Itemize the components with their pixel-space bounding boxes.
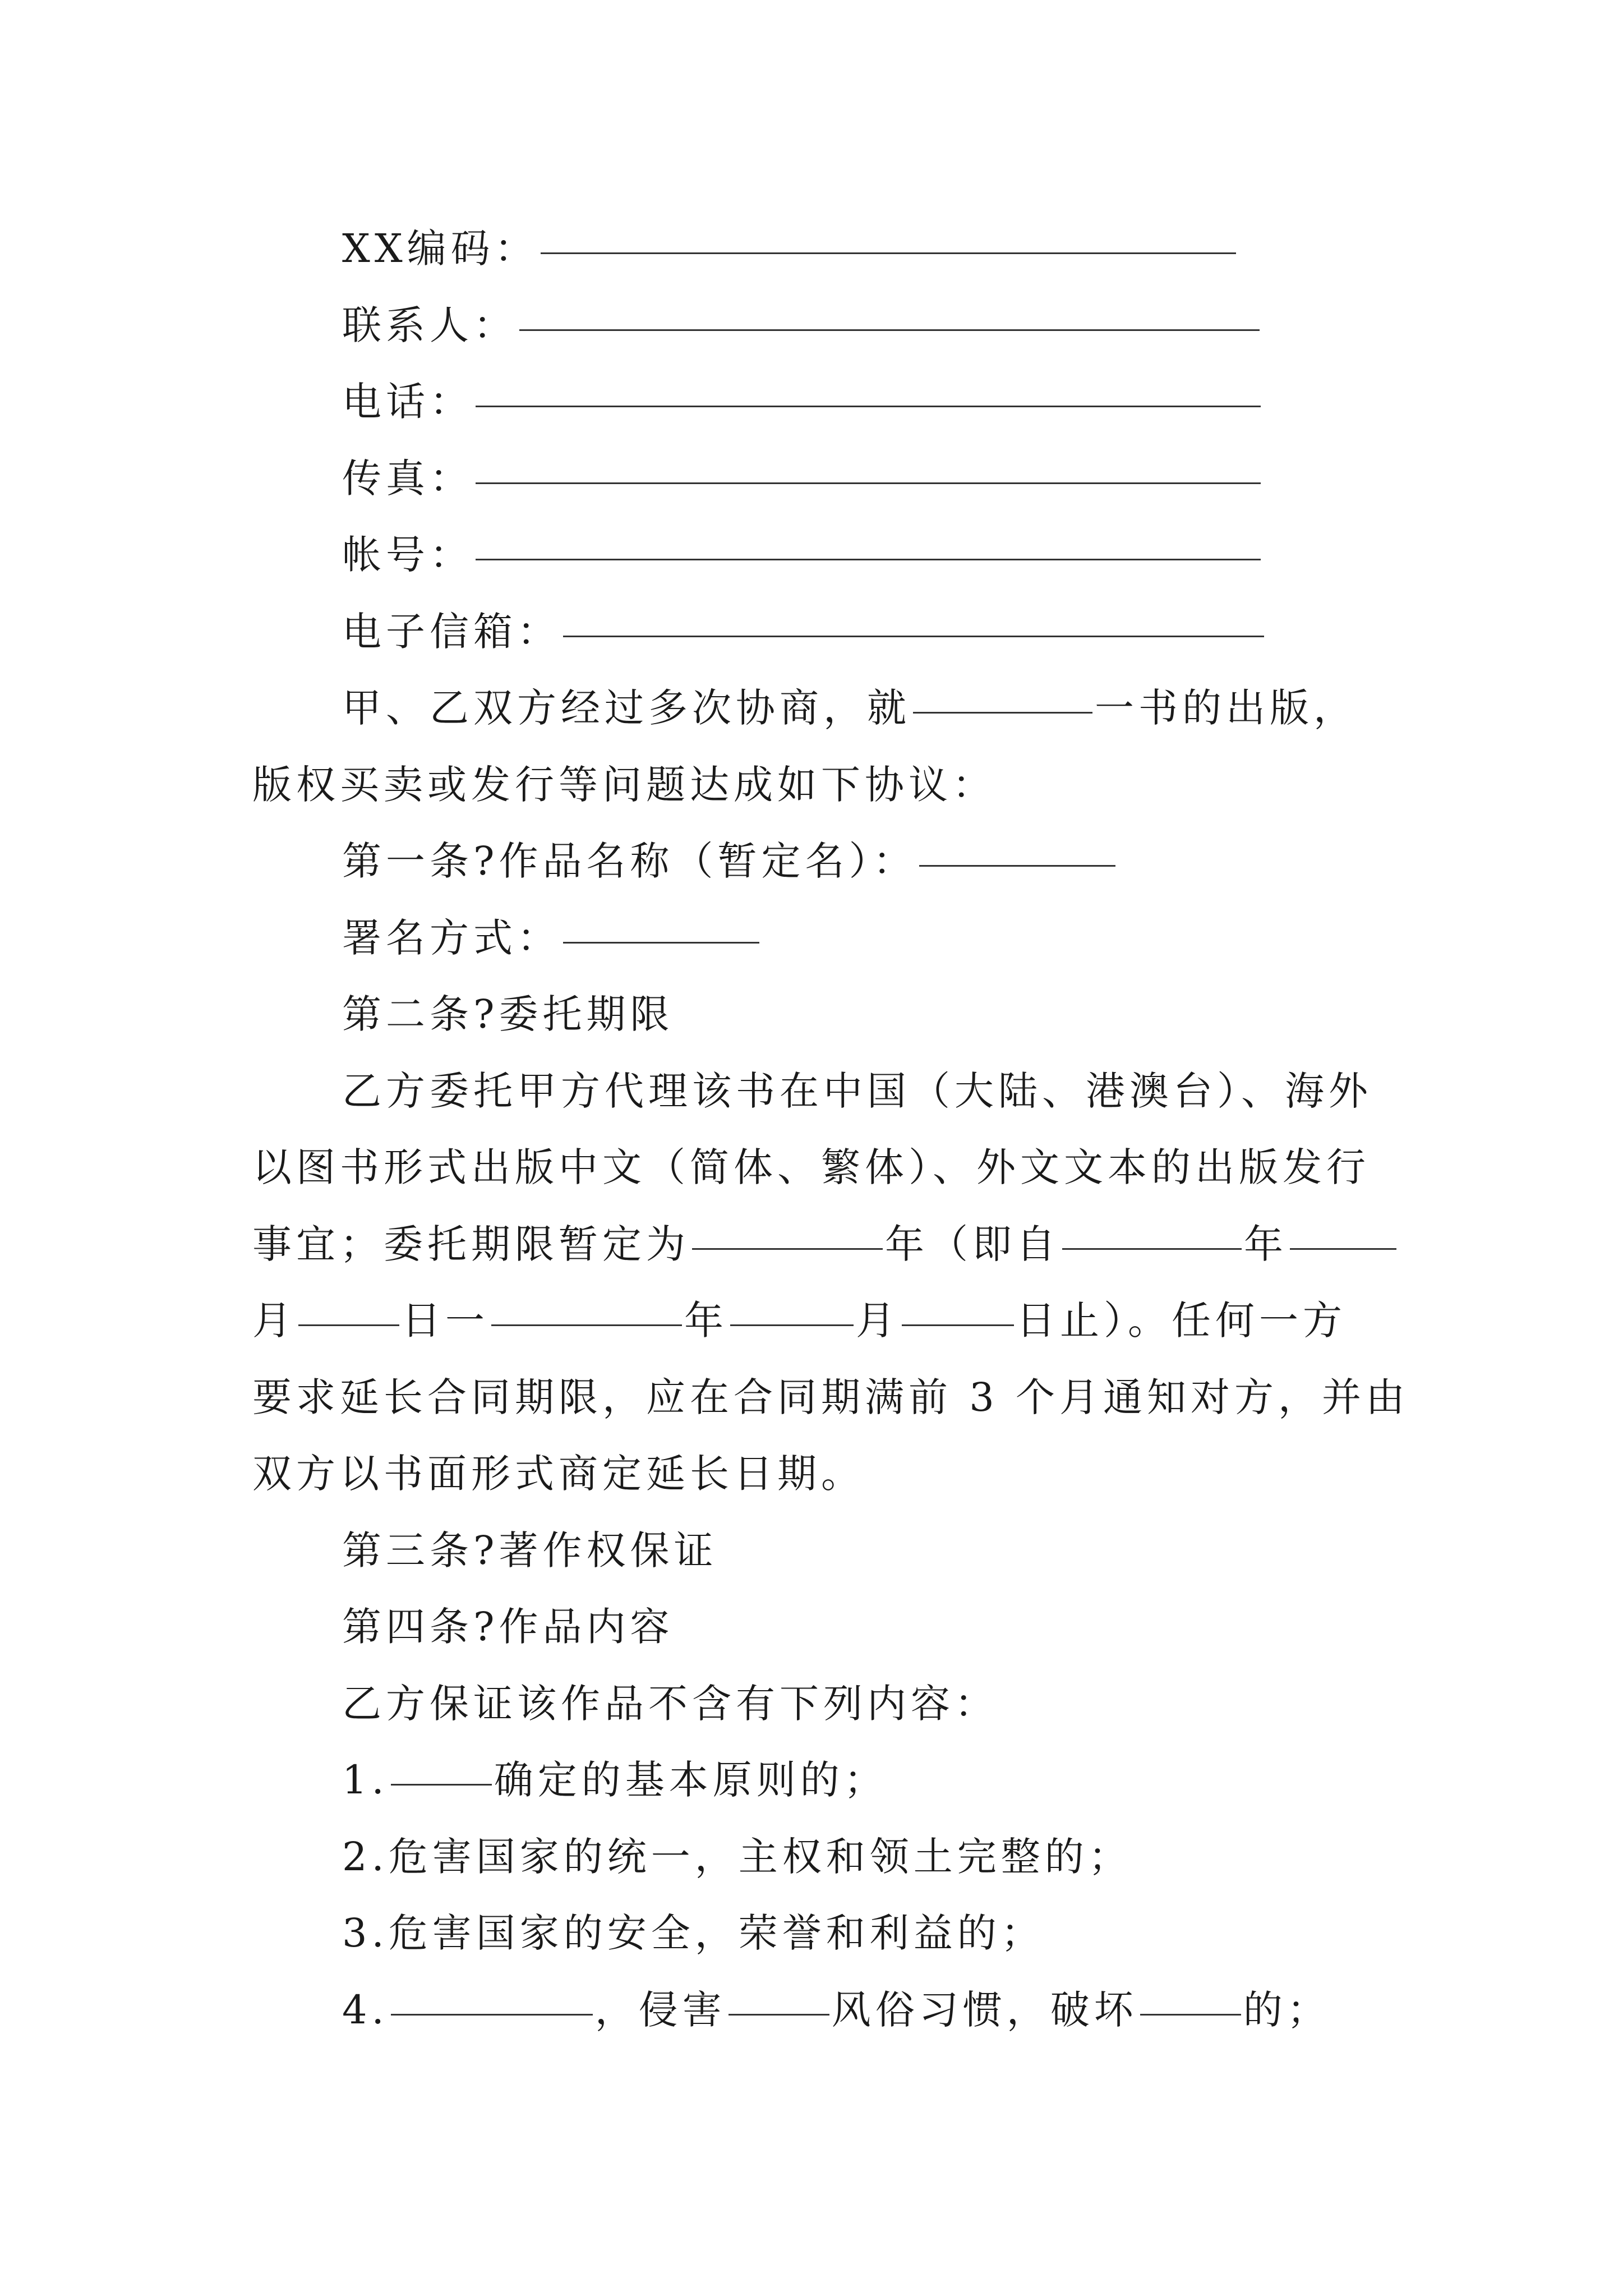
intro-paragraph: [252, 670, 1396, 823]
item-blank: [391, 1784, 492, 1786]
article4-item-2: 2.危害国家的统一，主权和领土完整的；: [342, 1833, 1132, 1880]
field-label: XX编码：: [342, 226, 538, 272]
signing-label: 署名方式：: [342, 914, 561, 961]
term-text: 日止）。任何一方: [1016, 1297, 1347, 1343]
field-email: [252, 593, 1396, 670]
article2-line-2: 以图书形式出版中文（简体、繁体）、外文文本的出版发行: [252, 1144, 1370, 1190]
signing-blank: [563, 942, 759, 944]
article2-line-3: [252, 1206, 1396, 1283]
article2-line-4: [252, 1282, 1396, 1359]
article2-paragraph: [252, 1053, 1410, 1512]
field-fax: [252, 440, 1396, 517]
item-text: 风俗习惯，破坏: [831, 1986, 1138, 2033]
item-blank: [728, 2014, 829, 2016]
item-text: 确定的基本原则的；: [494, 1757, 888, 1803]
item-number: 4.: [342, 1986, 389, 2033]
term-text: 年（即自: [885, 1221, 1060, 1267]
field-label: 传真：: [342, 455, 473, 501]
article4-item-3: 3.危害国家的安全，荣誉和利益的；: [342, 1910, 1045, 1956]
item-text: 的；: [1243, 1986, 1331, 2033]
end-month-blank: [730, 1324, 854, 1326]
field-label: 联系人：: [342, 302, 517, 348]
field-blank: [519, 329, 1260, 331]
article-title: 第一条?作品名称（暂定名）：: [342, 838, 917, 884]
start-month-blank: [1290, 1248, 1396, 1250]
work-name-blank: [919, 865, 1115, 867]
article4-title: 第四条?作品内容: [342, 1604, 674, 1650]
term-text: 日一: [402, 1297, 489, 1343]
item-blank: [1140, 2014, 1241, 2016]
document-body: [252, 210, 1410, 2048]
field-blank: [476, 559, 1261, 560]
field-blank: [563, 636, 1264, 637]
field-phone: [252, 364, 1396, 440]
intro-line-2: 版权买卖或发行等问题达成如下协议：: [252, 761, 996, 808]
end-day-blank: [902, 1324, 1014, 1326]
book-title-blank: [913, 712, 1092, 714]
article2-line-6: 双方以书面形式商定延长日期。: [252, 1451, 865, 1497]
item-text: ，侵害: [594, 1986, 726, 2033]
item-blank: [391, 2014, 593, 2016]
article4-lead: 乙方保证该作品不含有下列内容：: [342, 1680, 998, 1727]
article1-title: [252, 823, 1396, 900]
term-text: 月: [252, 1297, 296, 1343]
field-contact: [252, 287, 1396, 364]
field-label: 帐号：: [342, 532, 473, 578]
article2-line-5: 要求延长合同期限，应在合同期满前 3 个月通知对方，并由: [252, 1374, 1410, 1420]
intro-text: 一书的出版，: [1095, 685, 1357, 731]
article2-line-1: 乙方委托甲方代理该书在中国（大陆、港澳台）、海外: [342, 1068, 1372, 1114]
article3-title: 第三条?著作权保证: [342, 1527, 718, 1573]
start-day-blank: [298, 1324, 399, 1326]
article4-item-4: [252, 1972, 1396, 2049]
field-code: [252, 210, 1396, 287]
term-years-blank: [692, 1248, 883, 1250]
term-text: 年: [684, 1297, 728, 1343]
field-account: [252, 517, 1396, 593]
intro-text: 甲、乙双方经过多次协商，就: [342, 685, 911, 731]
term-text: 年: [1244, 1221, 1288, 1267]
field-blank: [541, 252, 1236, 254]
field-label: 电话：: [342, 379, 473, 425]
end-year-blank: [491, 1324, 682, 1326]
start-year-blank: [1062, 1248, 1242, 1250]
article2-title: 第二条?委托期限: [342, 991, 674, 1037]
article4-item-1: [252, 1742, 1396, 1819]
article1-signing: [252, 900, 1396, 977]
term-text: 事宜；委托期限暂定为: [252, 1221, 690, 1267]
field-label: 电子信箱：: [342, 608, 561, 655]
field-blank: [476, 482, 1261, 484]
term-text: 月: [856, 1297, 900, 1343]
field-blank: [476, 406, 1261, 407]
item-number: 1.: [342, 1757, 389, 1803]
intro-line-1: [252, 670, 1396, 747]
